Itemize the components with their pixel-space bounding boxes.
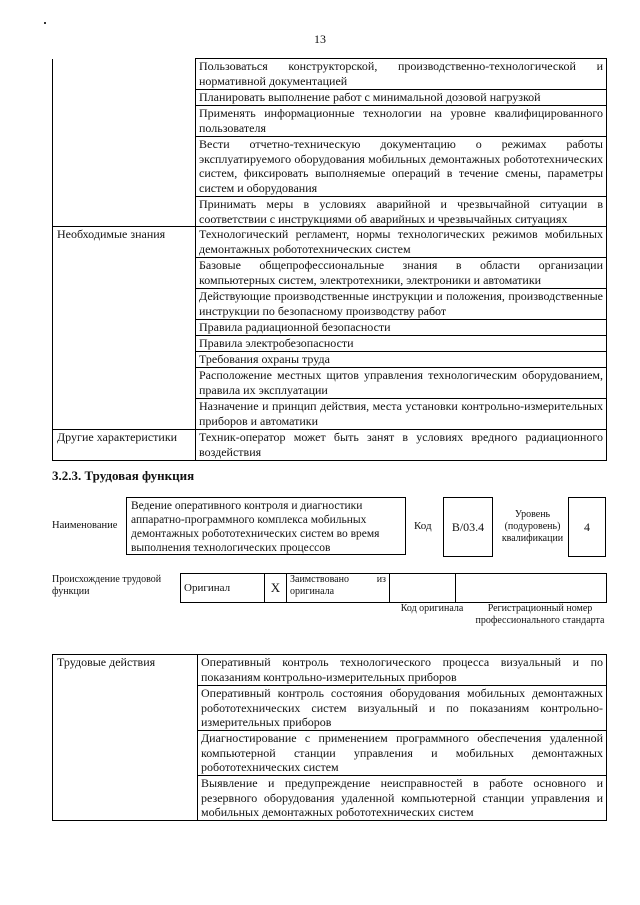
knowledge-item: Базовые общепрофессиональные знания в области организации компьютерных систем, электротехники, электроники и автоматики xyxy=(196,258,607,289)
level-label: Уровень (подуровень) квалификации xyxy=(501,509,564,544)
origin-table xyxy=(180,573,607,603)
function-name-box: Ведение оперативного контроля и диагностики аппаратно-программного комплекса мобильных демонтажных робототехнических систем во время выполнения технологических процессов xyxy=(126,497,406,555)
reg-number-cell xyxy=(456,574,607,603)
knowledge-item: Расположение местных щитов управления технологическим оборудованием, правила их эксплуатации xyxy=(196,368,607,399)
labor-action-item: Оперативный контроль состояния оборудования мобильных демонтажных робототехнических систем визуальный и по показаниям контрольно-измерительных приборов xyxy=(198,686,607,731)
table-row xyxy=(181,574,607,603)
skills-knowledge-table xyxy=(52,58,607,461)
name-label: Наименование xyxy=(52,520,118,531)
scan-dot xyxy=(44,22,46,24)
knowledge-item: Действующие производственные инструкции и положения, производственные инструкции по безопасному производству работ xyxy=(196,289,607,320)
knowledge-item: Правила электробезопасности xyxy=(196,336,607,352)
skills-label-cell xyxy=(53,59,196,227)
table-row xyxy=(53,59,607,90)
original-label: Оригинал xyxy=(181,574,265,603)
knowledge-item: Назначение и принцип действия, места установки контрольно-измерительных приборов и автоматики xyxy=(196,399,607,430)
other-item: Техник-оператор может быть занят в условиях вредного радиационного воздействия xyxy=(196,430,607,461)
origin-label: Происхождение трудовой функции xyxy=(52,574,162,597)
table-row xyxy=(53,655,607,686)
labor-actions-table xyxy=(52,654,607,821)
original-mark: X xyxy=(265,574,287,603)
table-row xyxy=(53,227,607,258)
skill-item: Принимать меры в условиях аварийной и чрезвычайной ситуации в соответствии с инструкциями об аварийных и чрезвычайных ситуациях xyxy=(196,197,607,227)
knowledge-item: Правила радиационной безопасности xyxy=(196,320,607,336)
skill-item: Применять информационные технологии на уровне квалифицированного пользователя xyxy=(196,106,607,137)
reg-number-caption: Регистрационный номер профессионального стандарта xyxy=(475,603,605,626)
knowledge-item: Технологический регламент, нормы технологических режимов мобильных демонтажных робототехнических систем xyxy=(196,227,607,258)
table-row xyxy=(53,430,607,461)
borrowed-label: Заимствовано из оригинала xyxy=(287,574,390,603)
page-number: 13 xyxy=(314,32,326,46)
code-original-caption: Код оригинала xyxy=(400,603,464,614)
skill-item: Планировать выполнение работ с минимальной дозовой нагрузкой xyxy=(196,90,607,106)
knowledge-label: Необходимые знания xyxy=(53,227,196,430)
skill-item: Вести отчетно-техническую документацию о режимах работы эксплуатируемого оборудования мобильных демонтажных робототехнических систем, фиксировать выполняемые операций в течение смены, параметры систем и оборудования xyxy=(196,137,607,197)
labor-action-item: Выявление и предупреждение неисправностей в работе основного и резервного оборудования удаленной компьютерной станции управления и мобильных демонтажных робототехнических систем xyxy=(198,776,607,821)
skill-item: Пользоваться конструкторской, производственно-технологической и нормативной документацией xyxy=(196,59,607,90)
knowledge-item: Требования охраны труда xyxy=(196,352,607,368)
code-value: B/03.4 xyxy=(443,497,493,557)
labor-actions-label: Трудовые действия xyxy=(53,655,198,821)
labor-action-item: Оперативный контроль технологического процесса визуальный и по показаниям контрольно-измерительных приборов xyxy=(198,655,607,686)
labor-action-item: Диагностирование с применением программного обеспечения удаленной компьютерной станции управления и мобильных демонтажных робототехнических систем xyxy=(198,731,607,776)
level-value: 4 xyxy=(568,497,606,557)
code-label: Код xyxy=(414,520,432,532)
section-title: 3.2.3. Трудовая функция xyxy=(52,468,195,483)
code-original-cell xyxy=(390,574,456,603)
other-label: Другие характеристики xyxy=(53,430,196,461)
